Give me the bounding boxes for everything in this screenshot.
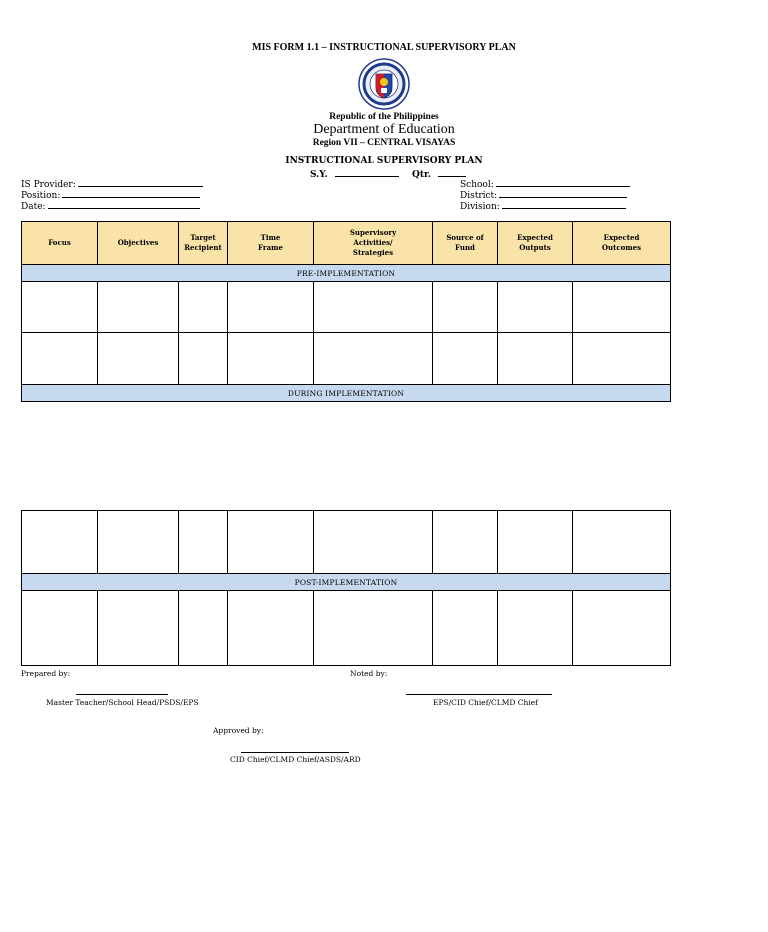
region-label: Region VII – CENTRAL VISAYAS <box>312 138 456 148</box>
table-cell[interactable] <box>22 591 98 666</box>
form-title: MIS FORM 1.1 – INSTRUCTIONAL SUPERVISORY PLAN <box>252 42 516 53</box>
plan-table-top <box>21 221 670 402</box>
district-field[interactable] <box>499 189 627 198</box>
approved-signature-line[interactable] <box>241 752 349 753</box>
col-focus: Focus <box>22 222 98 265</box>
table-cell[interactable] <box>314 511 433 574</box>
table-cell[interactable] <box>498 591 573 666</box>
table-cell[interactable] <box>573 333 671 385</box>
school-field[interactable] <box>496 178 630 187</box>
col-objectives: Objectives <box>98 222 179 265</box>
republic-label: Republic of the Philippines <box>329 112 439 122</box>
table-header-row <box>22 222 671 265</box>
prepared-role: Master Teacher/School Head/PSDS/EPS <box>46 698 199 707</box>
position-field[interactable] <box>62 189 200 198</box>
plan-title: INSTRUCTIONAL SUPERVISORY PLAN <box>285 156 483 166</box>
table-cell[interactable] <box>228 511 314 574</box>
table-cell[interactable] <box>228 282 314 333</box>
sy-label: S.Y. <box>310 170 328 180</box>
table-cell[interactable] <box>314 333 433 385</box>
qtr-field[interactable] <box>438 167 466 177</box>
division-row <box>460 200 626 212</box>
table-cell[interactable] <box>228 591 314 666</box>
table-row <box>22 511 671 574</box>
table-cell[interactable] <box>98 591 179 666</box>
table-cell[interactable] <box>228 333 314 385</box>
phase-row-during <box>22 385 671 402</box>
plan-table <box>21 221 671 402</box>
is-provider-field[interactable] <box>78 178 203 187</box>
table-row <box>22 591 671 666</box>
table-cell[interactable] <box>22 333 98 385</box>
school-label: School: <box>460 180 494 190</box>
table-cell[interactable] <box>179 333 228 385</box>
district-label: District: <box>460 191 498 201</box>
col-supervisory-activities: Supervisory Activities/ Strategies <box>314 222 433 265</box>
division-field[interactable] <box>502 200 626 209</box>
table-cell[interactable] <box>22 511 98 574</box>
approved-role: CID Chief/CLMD Chief/ASDS/ARD <box>230 755 361 764</box>
sy-qtr-line <box>310 167 466 180</box>
prepared-signature-line[interactable] <box>76 694 168 695</box>
sy-field[interactable] <box>335 167 399 177</box>
division-label: Division: <box>460 202 500 212</box>
is-provider-label: IS Provider: <box>21 180 76 190</box>
date-field[interactable] <box>48 200 200 209</box>
date-label: Date: <box>21 202 46 212</box>
col-expected-outputs: Expected Outputs <box>498 222 573 265</box>
col-source-of-fund: Source of Fund <box>433 222 498 265</box>
table-row <box>22 282 671 333</box>
table-cell[interactable] <box>98 282 179 333</box>
table-cell[interactable] <box>433 591 498 666</box>
col-target-recipient: Target Recipient <box>179 222 228 265</box>
table-cell[interactable] <box>573 282 671 333</box>
table-cell[interactable] <box>573 511 671 574</box>
table-cell[interactable] <box>314 591 433 666</box>
table-cell[interactable] <box>433 282 498 333</box>
table-cell[interactable] <box>498 333 573 385</box>
position-label: Position: <box>21 191 61 201</box>
table-cell[interactable] <box>179 591 228 666</box>
plan-table-bottom <box>21 510 670 666</box>
table-cell[interactable] <box>22 282 98 333</box>
plan-table-continued <box>21 510 671 666</box>
table-cell[interactable] <box>314 282 433 333</box>
table-cell[interactable] <box>433 333 498 385</box>
qtr-label: Qtr. <box>412 170 432 180</box>
col-time-frame: Time Frame <box>228 222 314 265</box>
table-cell[interactable] <box>433 511 498 574</box>
col-expected-outcomes: Expected Outcomes <box>573 222 671 265</box>
table-cell[interactable] <box>498 511 573 574</box>
noted-role: EPS/CID Chief/CLMD Chief <box>433 698 538 707</box>
department-label: Department of Education <box>313 122 455 137</box>
table-cell[interactable] <box>573 591 671 666</box>
table-cell[interactable] <box>498 282 573 333</box>
table-cell[interactable] <box>179 511 228 574</box>
approved-by-label: Approved by: <box>213 726 264 735</box>
phase-label-during: DURING IMPLEMENTATION <box>22 385 671 402</box>
noted-by-label: Noted by: <box>350 669 388 678</box>
phase-label-pre: PRE-IMPLEMENTATION <box>22 265 671 282</box>
date-row <box>21 200 200 212</box>
table-cell[interactable] <box>98 333 179 385</box>
table-cell[interactable] <box>98 511 179 574</box>
table-cell[interactable] <box>179 282 228 333</box>
noted-signature-line[interactable] <box>406 694 552 695</box>
prepared-by-label: Prepared by: <box>21 669 71 678</box>
deped-seal-icon <box>358 58 410 110</box>
table-row <box>22 333 671 385</box>
phase-row-post <box>22 574 671 591</box>
phase-label-post: POST-IMPLEMENTATION <box>22 574 671 591</box>
phase-row-pre <box>22 265 671 282</box>
